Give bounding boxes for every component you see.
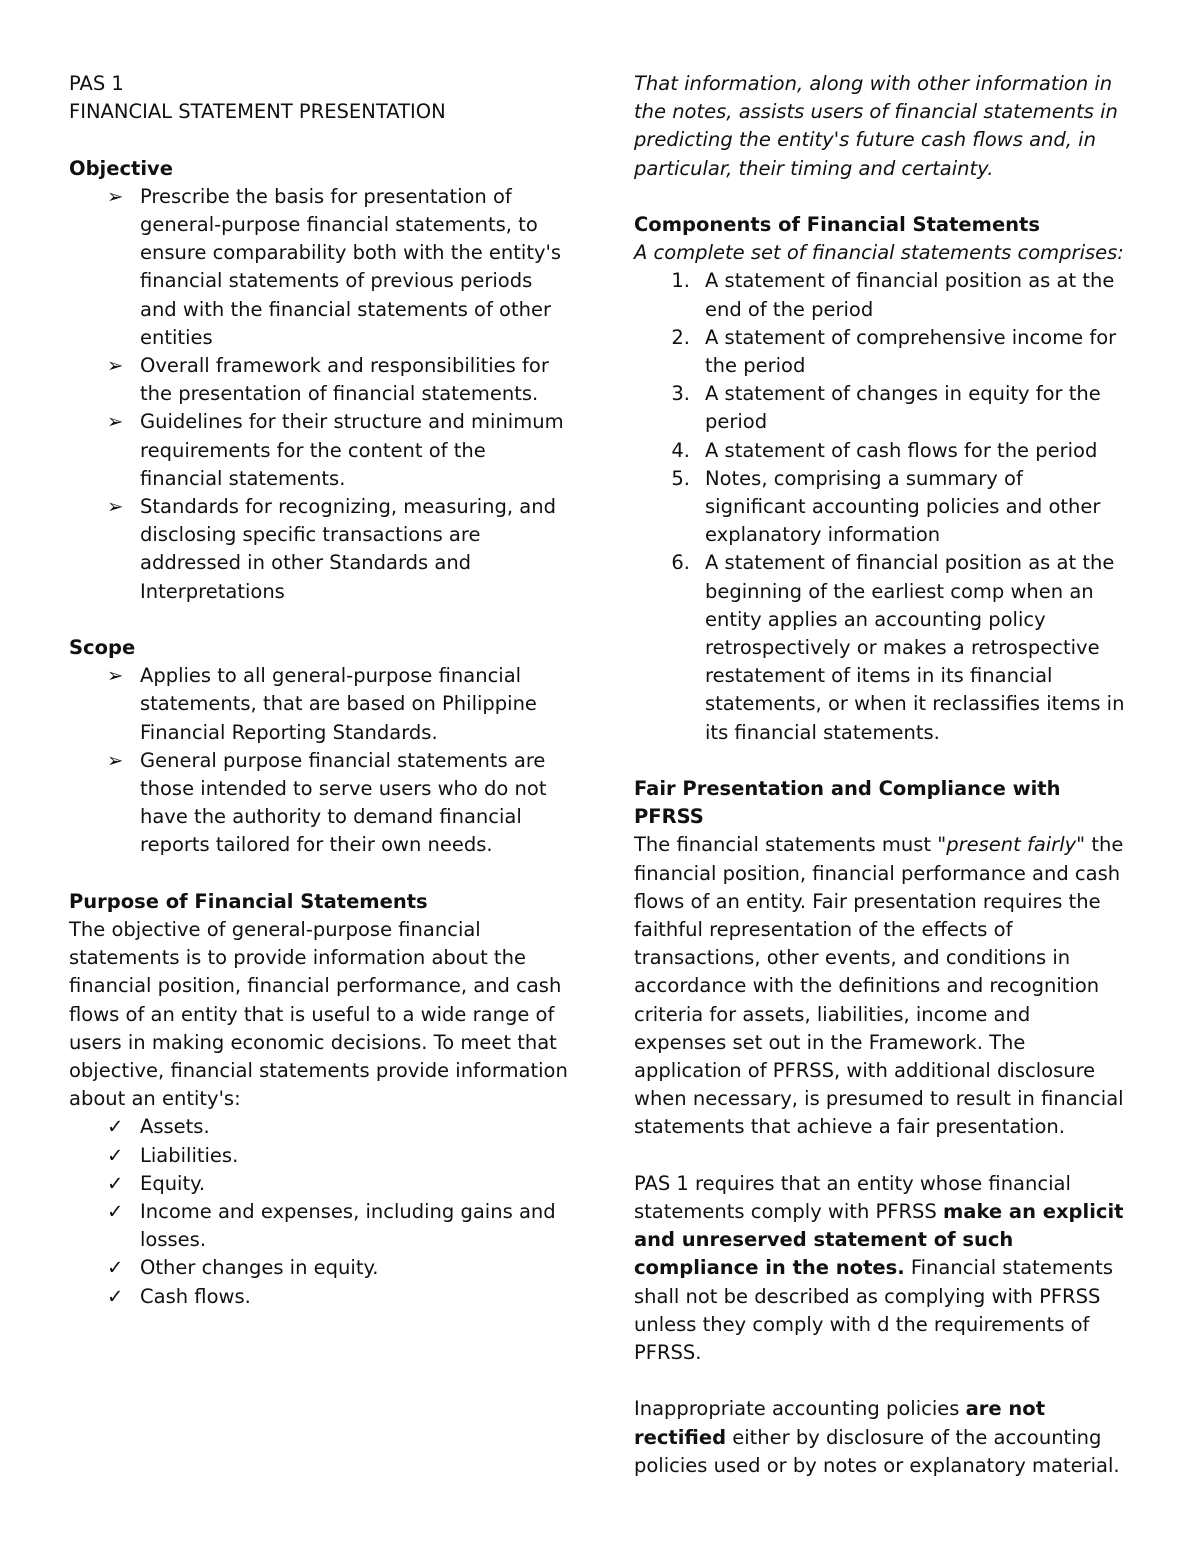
left-column	[69, 70, 569, 1311]
components-list	[634, 267, 1128, 746]
document-code: PAS 1	[69, 72, 124, 95]
arrow-bullet-icon: ➢	[107, 748, 124, 772]
list-item: ➢ Standards for recognizing, measuring, and disclosing specific transactions are addressed in other Standards and Interpretations	[107, 495, 556, 603]
scope-heading: Scope	[69, 636, 136, 660]
list-item: ✓ Assets.	[69, 1113, 569, 1141]
checkmark-icon: ✓	[107, 1200, 124, 1224]
compliance-paragraph: PAS 1 requires that an entity whose financial statements comply with PFRSS make an explicit and unreserved statement of such compliance in the notes. Financial statements shall not be described as complying with PFRSS unless they comply with d the requirements of PFRSS.	[634, 1171, 1124, 1365]
list-item: 3. A statement of changes in equity for the period	[671, 382, 1101, 434]
checkmark-icon: ✓	[107, 1143, 124, 1167]
arrow-bullet-icon: ➢	[107, 664, 124, 688]
list-item: 1. A statement of financial position as at the end of the period	[671, 269, 1115, 321]
right-column	[634, 70, 1128, 1480]
intro-paragraph: That information, along with other information in the notes, assists users of financial statements in predicting the entity's future cash flows and, in particular, their timing and certainty.	[634, 72, 1118, 180]
policies-paragraph: Inappropriate accounting policies are not rectified either by disclosure of the accounting policies used or by notes or explanatory material.	[634, 1397, 1120, 1477]
checkmark-icon: ✓	[107, 1256, 124, 1280]
list-item: ➢ Prescribe the basis for presentation of general-purpose financial statements, to ensure comparability both with the entity's financial statements of previous periods and with the financial statements of other entities	[107, 184, 562, 349]
objective-heading: Objective	[69, 156, 173, 180]
list-item: 4. A statement of cash flows for the period	[671, 438, 1098, 462]
document-title: FINANCIAL STATEMENT PRESENTATION	[69, 100, 446, 124]
checkmark-icon: ✓	[107, 1171, 124, 1195]
fair-presentation-heading: Fair Presentation and Compliance with PFRSS	[634, 777, 1061, 829]
list-item: ✓ Equity.	[69, 1170, 569, 1198]
list-item: 2. A statement of comprehensive income for the period	[671, 325, 1117, 378]
components-subheading: A complete set of financial statements comprises:	[634, 241, 1124, 265]
components-heading: Components of Financial Statements	[634, 213, 1040, 236]
list-item: ➢ Overall framework and responsibilities for the presentation of financial statements.	[107, 354, 549, 406]
purpose-body: The objective of general-purpose financial statements is to provide information about the financial position, financial performance, and cash flows of an entity that is useful to a wide range of users in making economic decisions. To meet that objective, financial statements provide information about an entity's:	[69, 918, 568, 1111]
arrow-bullet-icon: ➢	[107, 410, 124, 434]
checkmark-icon: ✓	[107, 1115, 124, 1139]
scope-list	[69, 662, 569, 859]
fair-presentation-paragraph: The financial statements must "present fairly" the financial position, financial performance and cash flows of an entity. Fair presentation requires the faithful representation of the effects of transactions, other events, and conditions in accordance with the definitions and recognition criteria for assets, liabilities, income and expenses set out in the Framework. The application of PFRSS, with additional disclosure when necessary, is presumed to result in financial statements that achieve a fair presentation.	[634, 833, 1124, 1139]
list-item: ➢ General purpose financial statements are those intended to serve users who do not have the authority to demand financial reports tailored for their own needs.	[107, 748, 547, 857]
list-item: ✓ Income and expenses, including gains and losses.	[107, 1200, 556, 1252]
list-item: ➢ Applies to all general-purpose financial statements, that are based on Philippine Financial Reporting Standards.	[107, 664, 537, 744]
list-item: 6. A statement of financial position as at the beginning of the earliest comp when an entity applies an accounting policy retrospectively or makes a retrospective restatement of items in its financial statements, or when it reclassifies items in its financial statements.	[671, 551, 1125, 744]
list-item: ✓ Other changes in equity.	[69, 1254, 569, 1282]
list-item: ✓ Liabilities.	[69, 1142, 569, 1170]
purpose-checklist	[69, 1113, 569, 1310]
list-item: 5. Notes, comprising a summary of significant accounting policies and other explanatory information	[671, 466, 1101, 547]
arrow-bullet-icon: ➢	[107, 495, 124, 519]
arrow-bullet-icon: ➢	[107, 184, 124, 208]
objective-list	[69, 183, 569, 606]
list-item: ➢ Guidelines for their structure and minimum requirements for the content of the financial statements.	[107, 410, 564, 490]
list-item: ✓ Cash flows.	[69, 1283, 569, 1311]
checkmark-icon: ✓	[107, 1284, 124, 1308]
arrow-bullet-icon: ➢	[107, 354, 124, 378]
purpose-heading: Purpose of Financial Statements	[69, 889, 428, 913]
